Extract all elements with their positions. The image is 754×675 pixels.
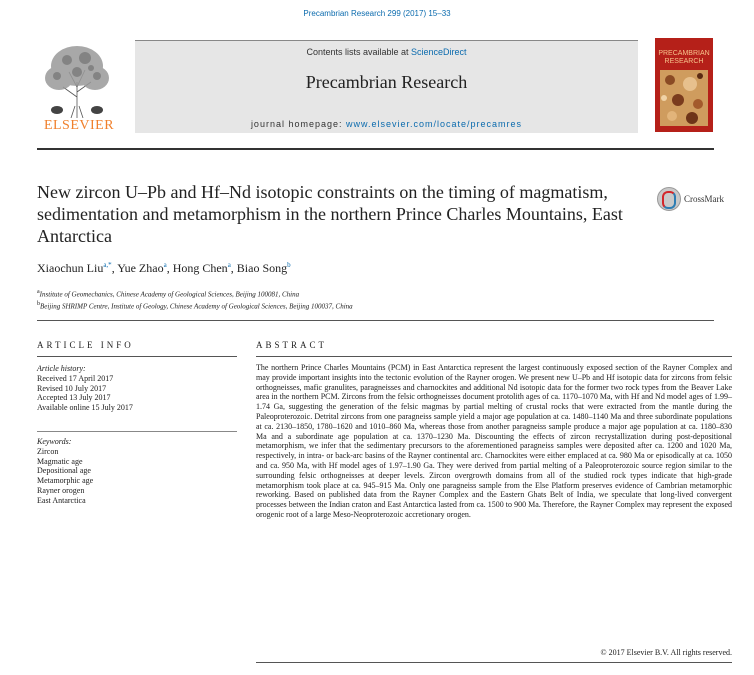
elsevier-tree-icon: [41, 42, 113, 118]
author-affiliation-marker[interactable]: b: [287, 261, 291, 269]
journal-cover-thumbnail[interactable]: [655, 38, 713, 132]
crossmark-icon: [657, 187, 681, 211]
crossmark-badge[interactable]: [657, 187, 737, 217]
history-item: Accepted 13 July 2017: [37, 393, 111, 403]
keyword-item: Depositional age: [37, 466, 91, 476]
author-list: Xiaochun Liu$^{a,*}$, Yue Zhao$^a$, Hong Chen$^a$, Biao Song$^b$: [37, 261, 291, 275]
history-item: Available online 15 July 2017: [37, 403, 133, 413]
cover-title-line-1: PRECAMBRIAN: [658, 50, 710, 57]
crossmark-label: CrossMark: [684, 194, 724, 204]
abstract-bottom-divider: [256, 662, 732, 663]
author-name[interactable]: Hong Chen: [172, 261, 228, 275]
keyword-item: Zircon: [37, 446, 59, 456]
history-item: Received 17 April 2017: [37, 373, 114, 383]
affiliation-list: [37, 287, 353, 312]
abstract-text: The northern Prince Charles Mountains (PCM) in East Antarctica represent the largest continuously exposed section of the Rayner Complex and may provide important insights into the tectonic evolution of the Rayner orogen. We present new U–Pb and Hf isotopic data for zircons from felsic orthogneisses, mafic granulites, paragneisses and charnockites and additional Nd isotopic data for the former two rock types from the Beaver Lake area in the northern PCM. Zircons from the felsic orthogneisses document protolith ages of ca. 1170–1070 Ma, with Hf and Nd model ages of 1.99–1.74 Ga, suggesting the generation of the felsic magmas by partial melting of crustal rocks that were extracted from the mantle during the Paleoproterozoic. Detrital zircons from one paragneiss sample yield a major age population at ca. 1480–1140 Ma and three subordinate populations at ca. 2130–1850, 1780–1620 and 1010–860 Ma, whereas those from another paragneiss sample produce a major age population at ca. 1180–830 Ma and a subordinate age population at ca. 1370–1230 Ma. Discounting the effects of zircon recrystallization during post-depositional metamorphism, we infer that the sedimentary precursors to the aforementioned paragneiss samples were deposited after ca. 1200 and 1020 Ma, respectively, in intra- or back-arc basins of the Rayner continental arc. Charnockites were either emplaced at ca. 980 Ma or episodically at ca. 1050 and ca. 950 Ma, with Hf model ages of 1.97–1.90 Ga. They were derived from partial melting of a Paleoproterozoic source region similar to the surrounding felsic orthogneisses at deeper levels. Zircon overgrowth domains from all of the studied rock types indicate that high-grade metamorphism took place at ca. 945–915 Ma. Only one paragneiss sample from the Else Platform preserves evidence of Cambrian metamorphic reworking. Based on published data from the Rayner Complex and the Eastern Ghats Belt of India, we speculate that long-lived convergent processes between the Indian craton and East Antarctica lasted from ca. 1500 to 900 Ma. Therefore, the Rayner Complex may represent the exposed orogenic root of a large Meso-Neoproterozoic accretionary orogen.: [256, 363, 732, 519]
affiliation-marker: a: [37, 289, 40, 295]
contents-prefix: Contents lists available at: [306, 47, 412, 57]
affiliation-item: [37, 299, 353, 311]
cover-title: [657, 50, 711, 66]
journal-citation[interactable]: Precambrian Research 299 (2017) 15–33: [303, 9, 451, 18]
history-item: Revised 10 July 2017: [37, 383, 107, 393]
author-name[interactable]: Biao Song: [236, 261, 288, 275]
keyword-item: Rayner orogen: [37, 485, 85, 495]
cover-image: [660, 70, 708, 126]
homepage-line: [135, 119, 638, 129]
affiliation-text: Beijing SHRIMP Centre, Institute of Geology, Chinese Academy of Geological Sciences, Beijing 100037, China: [40, 302, 353, 311]
author-name[interactable]: Yue Zhao: [117, 261, 164, 275]
affiliation-item: [37, 287, 353, 299]
keyword-item: East Antarctica: [37, 495, 86, 505]
keyword-item: Magmatic age: [37, 456, 83, 466]
author-affiliation-marker[interactable]: a: [163, 261, 167, 269]
journal-banner: [135, 40, 638, 133]
elsevier-wordmark: ELSEVIER: [43, 118, 115, 133]
contents-line: [135, 47, 638, 57]
cover-title-line-2: RESEARCH: [664, 58, 704, 65]
affiliation-text: Institute of Geomechanics, Chinese Academy of Geological Sciences, Beijing 100081, China: [39, 290, 300, 299]
sciencedirect-link[interactable]: ScienceDirect: [411, 47, 467, 57]
abstract-divider: [256, 356, 732, 357]
abstract-heading: ABSTRACT: [256, 340, 328, 350]
journal-title[interactable]: Precambrian Research: [305, 72, 468, 92]
homepage-prefix: journal homepage:: [250, 119, 346, 129]
elsevier-logo[interactable]: [37, 38, 121, 136]
header-divider: [37, 148, 714, 150]
history-label: Article history:: [37, 364, 86, 373]
keywords-label: Keywords:: [37, 437, 72, 446]
homepage-link[interactable]: www.elsevier.com/locate/precamres: [346, 119, 523, 129]
article-info-heading: ARTICLE INFO: [37, 340, 134, 350]
author-affiliation-marker[interactable]: a: [227, 261, 231, 269]
author-affiliation-marker[interactable]: a,*: [103, 261, 112, 269]
affiliation-marker: b: [37, 301, 40, 308]
keyword-item: Metamorphic age: [37, 476, 94, 486]
article-title: New zircon U–Pb and Hf–Nd isotopic constraints on the timing of magmatism, sedimentation and metamorphism in the northern Prince Charles Mountains, East Antarctica: [37, 182, 623, 246]
cover-pattern-icon: [660, 70, 708, 126]
copyright-notice: © 2017 Elsevier B.V. All rights reserved.: [600, 648, 732, 657]
author-name[interactable]: Xiaochun Liu: [37, 261, 104, 275]
article-history: [37, 364, 237, 413]
keywords-divider: [37, 431, 237, 432]
article-info-divider: [37, 356, 237, 357]
front-matter-divider: [37, 320, 714, 321]
keyword-list: [37, 437, 237, 506]
